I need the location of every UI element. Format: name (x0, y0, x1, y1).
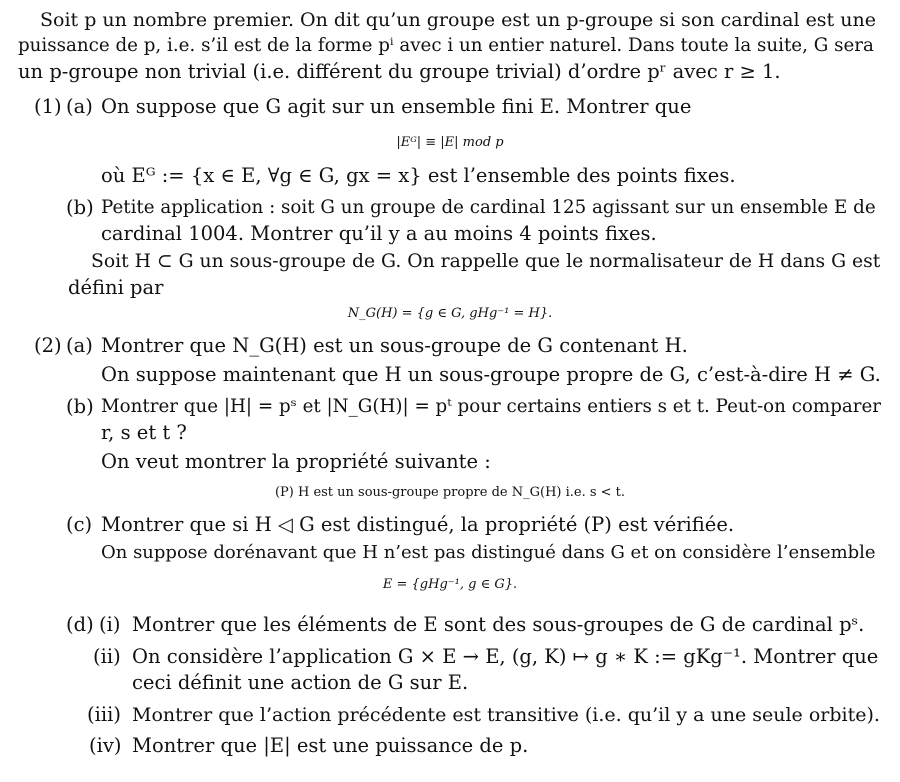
question-2d-ii-line-2: ceci définit une action de G sur E. (132, 671, 469, 694)
question-2d-iii-label: (iii) (87, 703, 121, 726)
transition-line-2: défini par (68, 276, 164, 299)
formula-set-e: E = {gHg⁻¹, g ∈ G}. (382, 577, 518, 592)
question-2d-i-label: (i) (99, 613, 121, 636)
question-2d-iii-text: Montrer que l’action précédente est transitive (i.e. qu’il y a une seule orbite). (132, 704, 880, 726)
question-2a-line-1: Montrer que N_G(H) est un sous-groupe de G contenant H. (101, 334, 688, 357)
question-2d-label: (d) (66, 613, 94, 636)
question-1a-text: On suppose que G agit sur un ensemble fini E. Montrer que (101, 95, 692, 118)
property-p: (P) H est un sous-groupe propre de N_G(H) i.e. s < t. (274, 485, 626, 500)
question-1b-line-2: cardinal 1004. Montrer qu’il y a au moins 4 points fixes. (101, 222, 657, 245)
question-2c-line-1: Montrer que si H ◁ G est distingué, la propriété (P) est vérifiée. (101, 513, 735, 536)
question-2d-iv-label: (iv) (89, 734, 122, 757)
question-2d-ii-line-1: On considère l’application G × E → E, (g, K) ↦ g ∗ K := gKg⁻¹. Montrer que (132, 645, 879, 668)
question-2-label: (2) (34, 334, 62, 357)
question-1a-definition: où Eᴳ := {x ∈ E, ∀g ∈ G, gx = x} est l’ensemble des points fixes. (101, 164, 736, 187)
question-2d-iv-text: Montrer que |E| est une puissance de p. (132, 734, 529, 757)
formula-normalizer: N_G(H) = {g ∈ G, gHg⁻¹ = H}. (347, 306, 553, 321)
intro-line-1: Soit p un nombre premier. On dit qu’un groupe est un p-groupe si son cardinal est une (40, 9, 876, 31)
question-2d-i-text: Montrer que les éléments de E sont des sous-groupes de G de cardinal pˢ. (132, 613, 865, 636)
question-1-label: (1) (34, 95, 62, 118)
question-2c-label: (c) (66, 513, 93, 536)
question-2b-line-1: Montrer que |H| = pˢ et |N_G(H)| = pᵗ pour certains entiers s et t. Peut-on comparer (101, 396, 882, 417)
question-2a-label: (a) (66, 334, 93, 357)
question-1b-line-1: Petite application : soit G un groupe de cardinal 125 agissant sur un ensemble E de (101, 197, 876, 218)
question-1b-label: (b) (66, 196, 94, 219)
question-2c-line-2: On suppose dorénavant que H n’est pas distingué dans G et on considère l’ensemble (101, 542, 876, 563)
question-2d-ii-label: (ii) (93, 645, 121, 668)
formula-fixed-points: |Eᴳ| ≡ |E| mod p (396, 135, 504, 150)
question-2b-label: (b) (66, 395, 94, 418)
transition-line-1: Soit H ⊂ G un sous-groupe de G. On rappelle que le normalisateur de H dans G est (91, 251, 881, 272)
intro-line-2: puissance de p, i.e. s’il est de la forme pⁱ avec i un entier naturel. Dans toute la suite, G sera (18, 35, 874, 56)
question-2b-line-2: r, s et t ? (101, 421, 187, 444)
question-2b-line-3: On veut montrer la propriété suivante : (101, 450, 491, 473)
question-2a-line-2: On suppose maintenant que H un sous-groupe propre de G, c’est-à-dire H ≠ G. (101, 363, 881, 386)
intro-line-3: un p-groupe non trivial (i.e. différent du groupe trivial) d’ordre pʳ avec r ≥ 1. (18, 60, 781, 83)
question-1a-label: (a) (66, 95, 93, 118)
